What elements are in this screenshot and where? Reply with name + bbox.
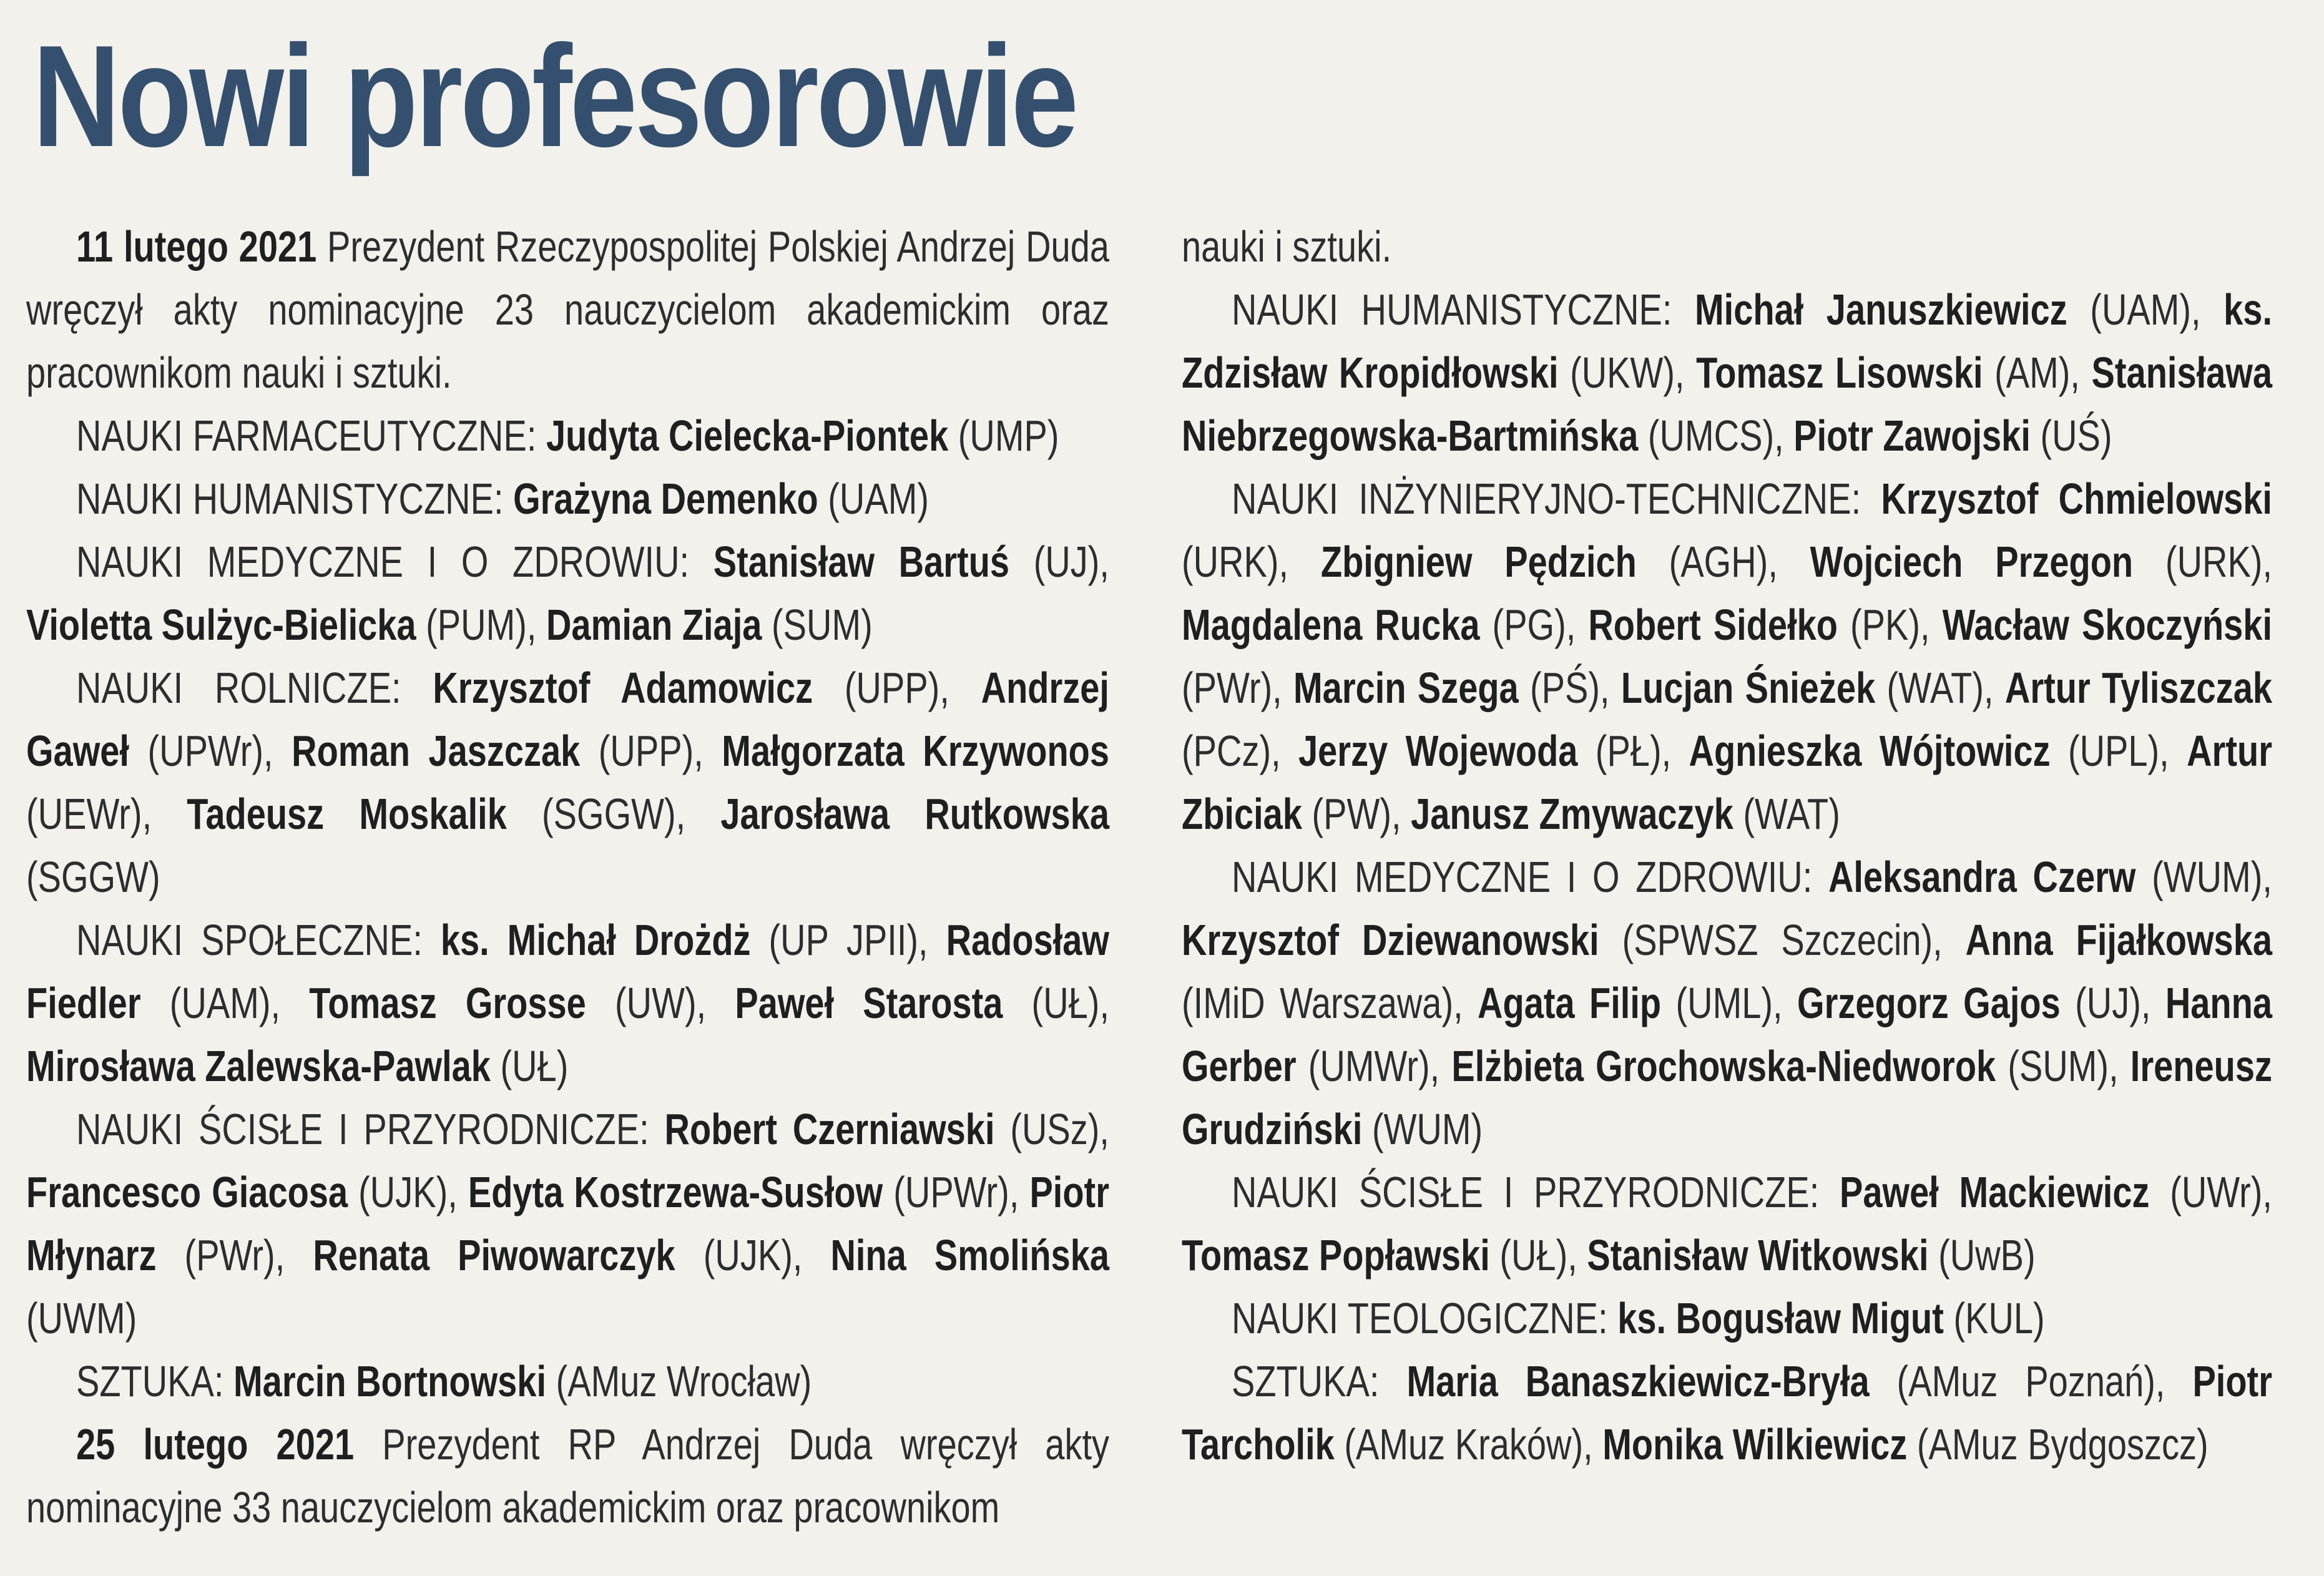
page-title: Nowi profesorowie [32,16,1076,177]
paragraph: NAUKI TEOLOGICZNE: ks. Bogusław Migut (KUL) [1232,1294,2045,1343]
paragraph: NAUKI SPOŁECZNE: ks. Michał Drożdż (UP JPII), Radosław Fiedler (UAM), Tomasz Grosse (UW), Paweł Starosta (UŁ), Mirosława Zalewska-Pawlak (UŁ) [26,916,1109,1090]
paragraph: nauki i sztuki. [1182,222,1392,271]
paragraph: 11 lutego 2021 Prezydent Rzeczypospolitej Polskiej Andrzej Duda wręczył akty nominacyjne 23 nauczycielom akademickim oraz pracownikom nauki i sztuki. [26,222,1110,397]
paragraph: SZTUKA: Marcin Bortnowski (AMuz Wrocław) [76,1357,812,1406]
paragraph: NAUKI ŚCISŁE I PRZYRODNICZE: Robert Czerniawski (USz), Francesco Giacosa (UJK), Edyta Kostrzewa-Susłow (UPWr), Piotr Młynarz (PWr), Renata Piwowarczyk (UJK), Nina Smolińska (UWM) [26,1105,1109,1343]
left-column [26,215,1109,1539]
left-column-text [26,215,1109,1539]
paragraph: SZTUKA: Maria Banaszkiewicz-Bryła (AMuz Poznań), Piotr Tarcholik (AMuz Kraków), Monika Wilkiewicz (AMuz Bydgoszcz) [1182,1357,2272,1469]
paragraph: 25 lutego 2021 Prezydent RP Andrzej Duda wręczył akty nominacyjne 33 nauczycielom akademickim oraz pracownikom [26,1420,1110,1532]
paragraph: NAUKI ROLNICZE: Krzysztof Adamowicz (UPP), Andrzej Gaweł (UPWr), Roman Jaszczak (UPP), Małgorzata Krzywonos (UEWr), Tadeusz Moskalik (SGGW), Jarosława Rutkowska (SGGW) [26,663,1109,901]
paragraph: NAUKI INŻYNIERYJNO-TECHNICZNE: Krzysztof Chmielowski (URK), Zbigniew Pędzich (AGH), Wojciech Przegon (URK), Magdalena Rucka (PG), Robert Sidełko (PK), Wacław Skoczyński (PWr), Marcin Szega (PŚ), Lucjan Śnieżek (WAT), Artur Tyliszczak (PCz), Jerzy Wojewoda (PŁ), Agnieszka Wójtowicz (UPL), Artur Zbiciak (PW), Janusz Zmywaczyk (WAT) [1182,474,2273,838]
right-column [1182,215,2272,1476]
paragraph: NAUKI HUMANISTYCZNE: Grażyna Demenko (UAM) [76,474,929,523]
paragraph: NAUKI HUMANISTYCZNE: Michał Januszkiewicz (UAM), ks. Zdzisław Kropidłowski (UKW), Tomasz Lisowski (AM), Stanisława Niebrzegowska-Bartmińska (UMCS), Piotr Zawojski (UŚ) [1182,285,2273,460]
right-column-text [1182,215,2272,1476]
paragraph: NAUKI FARMACEUTYCZNE: Judyta Cielecka-Piontek (UMP) [76,411,1059,460]
paragraph: NAUKI ŚCISŁE I PRZYRODNICZE: Paweł Mackiewicz (UWr), Tomasz Popławski (UŁ), Stanisław Witkowski (UwB) [1182,1168,2272,1280]
paragraph: NAUKI MEDYCZNE I O ZDROWIU: Aleksandra Czerw (WUM), Krzysztof Dziewanowski (SPWSZ Szczecin), Anna Fijałkowska (IMiD Warszawa), Agata Filip (UML), Grzegorz Gajos (UJ), Hanna Gerber (UMWr), Elżbieta Grochowska-Niedworok (SUM), Ireneusz Grudziński (WUM) [1182,853,2272,1153]
paragraph: NAUKI MEDYCZNE I O ZDROWIU: Stanisław Bartuś (UJ), Violetta Sulżyc-Bielicka (PUM), Damian Ziaja (SUM) [26,537,1109,649]
